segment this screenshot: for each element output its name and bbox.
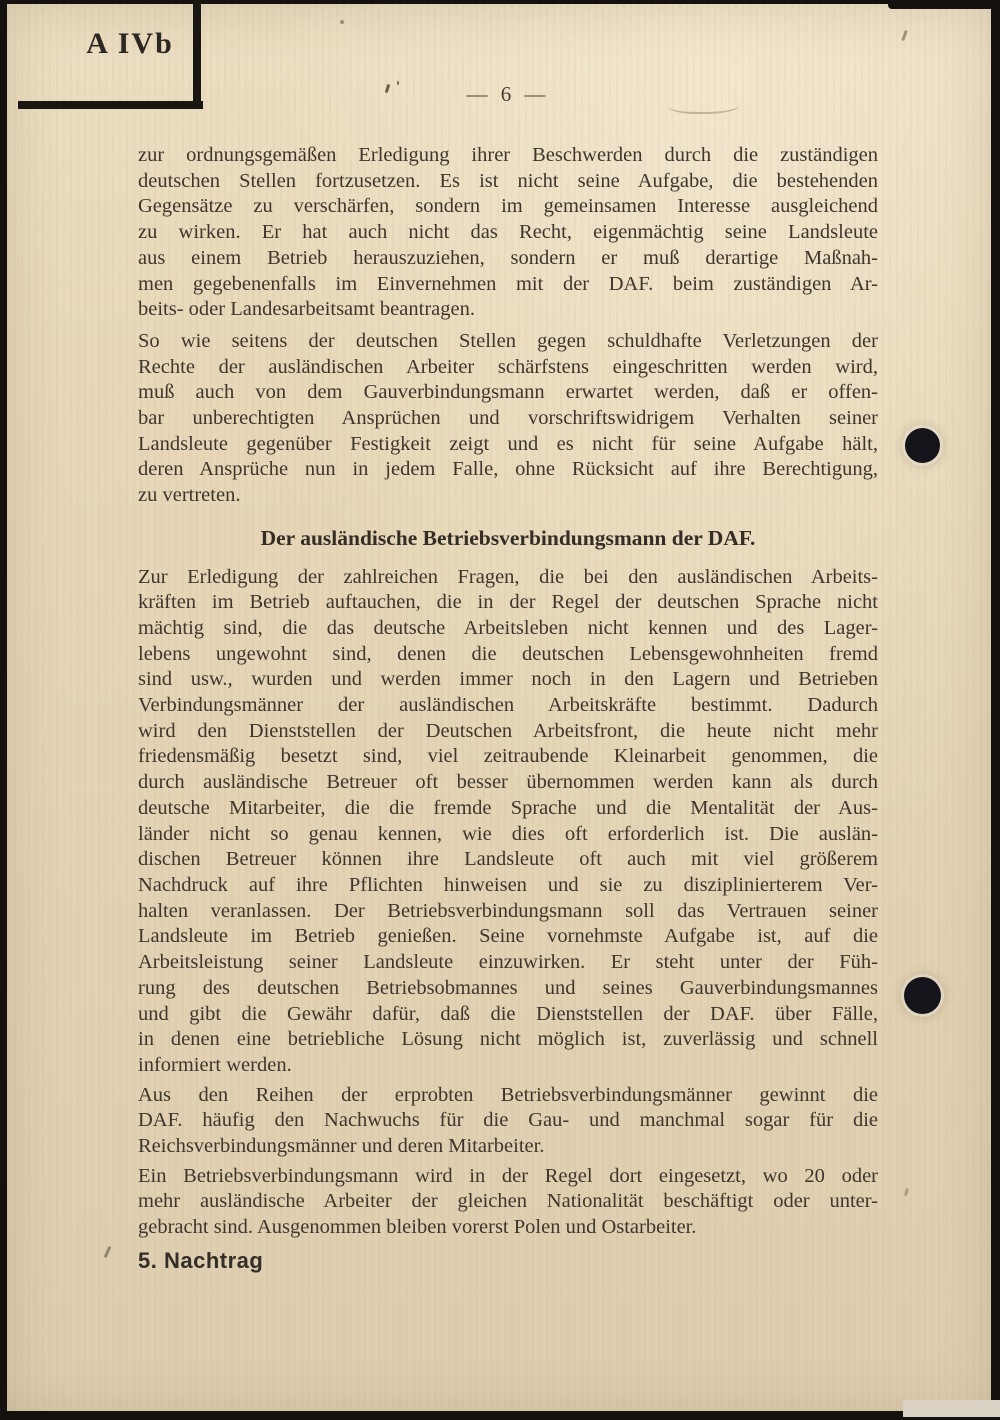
scan-artifact: [668, 96, 740, 114]
text-line: friedensmäßig besetzt sind, viel zeitraubende Kleinarbeit genommen, die: [138, 745, 878, 768]
paragraph: [138, 1083, 878, 1160]
scan-artifact: [104, 1246, 112, 1258]
text-line: muß auch von dem Gauverbindungsmann erwartet werden, daß er offen-: [138, 381, 878, 404]
scan-artifact: [397, 81, 399, 85]
text-line: halten veranlassen. Der Betriebsverbindungsmann soll das Vertrauen seiner: [138, 899, 878, 922]
text-line: dischen Betreuer können ihre Landsleute oft auch mit viel größerem: [138, 848, 878, 871]
text-line: Arbeitsleistung seiner Landsleute einzuwirken. Er steht unter der Füh-: [138, 951, 878, 974]
text-line: DAF. häufig den Nachwuchs für die Gau- und manchmal sogar für die: [138, 1109, 878, 1132]
punch-hole: [905, 428, 940, 463]
text-line: Reichsverbindungsmänner und deren Mitarbeiter.: [138, 1135, 545, 1158]
text-line: mächtig sind, die das deutsche Arbeitsleben nicht kennen und des Lager-: [138, 616, 878, 639]
text-line: lebens ungewohnt sind, denen die deutschen Lebensgewohnheiten fremd: [138, 642, 878, 665]
page-number: — 6 —: [466, 82, 550, 106]
text-line: sind usw., wurden und werden immer noch in den Lagern und Betrieben: [138, 668, 878, 691]
text-line: durch ausländische Betreuer oft besser übernommen werden kann als durch: [138, 771, 878, 794]
text-line: deutschen Stellen fortzusetzen. Es ist nicht seine Aufgabe, die bestehenden: [138, 169, 878, 192]
text-line: länder nicht so genau kennen, wie dies oft erforderlich ist. Die auslän-: [138, 822, 878, 845]
text-line: Gegensätze zu verschärfen, sondern im gemeinsamen Interesse ausgleichend: [138, 195, 878, 218]
paragraph: [138, 329, 878, 509]
text-line: aus einem Betrieb herauszuziehen, sondern er muß derartige Maßnah-: [138, 246, 878, 269]
text-line: rung des deutschen Betriebsobmannes und seines Gauverbindungsmannes: [138, 976, 878, 999]
text-line: Landsleute im Betrieb genießen. Seine vornehmste Aufgabe ist, auf die: [138, 925, 878, 948]
text-line: So wie seitens der deutschen Stellen gegen schuldhafte Verletzungen der: [138, 329, 878, 352]
text-line: Verbindungsmänner der ausländischen Arbeitskräfte bestimmt. Dadurch: [138, 694, 878, 717]
text-line: Zur Erledigung der zahlreichen Fragen, die bei den ausländischen Arbeits-: [138, 565, 878, 588]
text-line: Aus den Reihen der erprobten Betriebsverbindungsmänner gewinnt die: [138, 1083, 878, 1106]
text-line: Nachdruck auf ihre Pflichten hinweisen und sie zu disziplinierterem Ver-: [138, 873, 878, 896]
text-line: kräften im Betrieb auftauchen, die in der Regel der deutschen Sprache nicht: [138, 591, 878, 614]
paragraph: [138, 143, 878, 323]
paragraph: [138, 1164, 878, 1241]
text-line: deren Ansprüche nun in jedem Falle, ohne Rücksicht auf ihre Berechtigung,: [138, 458, 878, 481]
scan-edge-top: [0, 0, 1000, 4]
text-line: und gibt die Gewähr dafür, daß die Dienststellen der DAF. über Fälle,: [138, 1002, 878, 1025]
text-line: beits- oder Landesarbeitsamt beantragen.: [138, 298, 475, 321]
text-column: [138, 143, 878, 1274]
text-line: zur ordnungsgemäßen Erledigung ihrer Beschwerden durch die zuständigen: [138, 144, 878, 166]
text-line: wird den Dienststellen der Deutschen Arbeitsfront, die heute nicht mehr: [138, 719, 878, 742]
scan-edge-bottom: [0, 1411, 1000, 1420]
text-line: bar unberechtigten Ansprüchen und vorschriftswidrigem Verhalten seiner: [138, 407, 878, 430]
text-line: zu vertreten.: [138, 484, 241, 507]
section-heading: Der ausländische Betriebsverbindungsmann der DAF.: [260, 525, 756, 550]
punch-hole: [904, 977, 941, 1014]
text-line: zu wirken. Er hat auch nicht das Recht, eigenmächtig seine Landsleute: [138, 221, 878, 244]
text-line: Ein Betriebsverbindungsmann wird in der Regel dort eingesetzt, wo 20 oder: [138, 1164, 878, 1187]
scan-artifact: [340, 20, 344, 24]
supplement-label: 5. Nachtrag: [138, 1247, 264, 1273]
scan-edge-top-right: [888, 0, 1000, 9]
text-line: Landsleute gegenüber Festigkeit zeigt und es nicht für seine Aufgabe hält,: [138, 432, 878, 455]
text-line: gebracht sind. Ausgenommen bleiben vorerst Polen und Ostarbeiter.: [138, 1216, 697, 1239]
scan-artifact: [904, 1188, 909, 1197]
scan-edge-left: [0, 0, 7, 1420]
text-line: deutsche Mitarbeiter, die die fremde Sprache und die Mentalität der Aus-: [138, 796, 878, 819]
scan-edge-right: [991, 0, 1000, 1420]
scan-artifact: [901, 30, 908, 41]
classification-stamp: A IVb: [86, 27, 174, 60]
text-line: in denen eine betriebliche Lösung nicht möglich ist, zuverlässig und schnell: [138, 1028, 878, 1051]
text-line: Rechte der ausländischen Arbeiter schärfstens eingeschritten werden wird,: [138, 355, 878, 378]
underlying-page-corner: [903, 1400, 1000, 1420]
text-line: men gegebenenfalls im Einvernehmen mit der DAF. beim zuständigen Ar-: [138, 272, 878, 295]
text-line: informiert werden.: [138, 1053, 292, 1076]
paragraph: [138, 565, 878, 1079]
text-line: mehr ausländische Arbeiter der gleichen Nationalität beschäftigt oder unter-: [138, 1190, 878, 1213]
